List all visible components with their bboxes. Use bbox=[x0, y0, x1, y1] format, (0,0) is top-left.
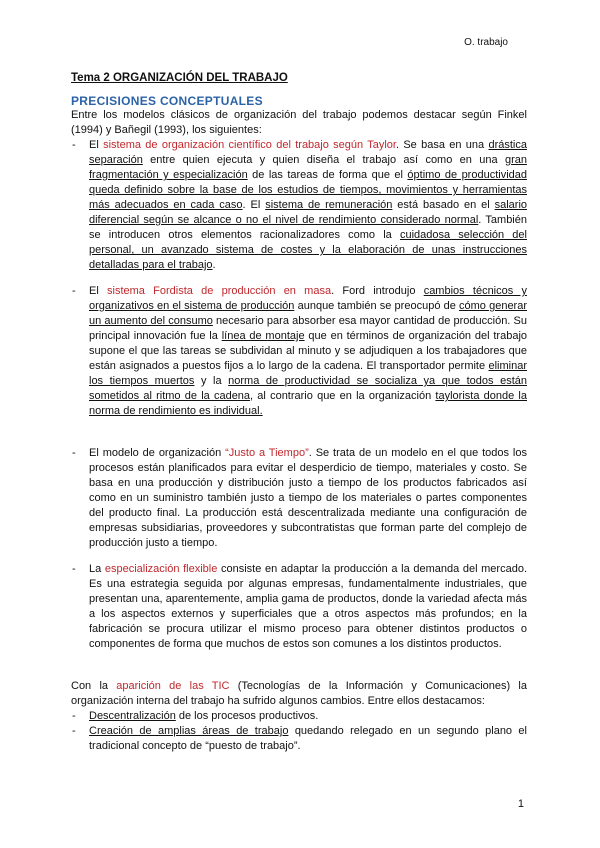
list-dash: - bbox=[72, 285, 76, 297]
intro-paragraph: Entre los modelos clásicos de organización del trabajo podemos destacar según Finkel (1994) y Bañegil (1993), los siguientes: bbox=[71, 109, 527, 136]
underlined-phrase: norma de productividad se socializa ya que todos están sometidos al ritmo de la cadena bbox=[89, 375, 527, 402]
text-run: (Tecnologías de la Información y Comunicaciones) la organización interna del trabajo ha sufrido algunos cambios. Entre ellos destacamos: bbox=[71, 680, 527, 707]
underlined-phrase: eliminar los tiempos muertos bbox=[89, 360, 527, 387]
text-run: aunque también se preocupó de bbox=[294, 300, 460, 312]
text-run: , al contrario que en la organización bbox=[250, 390, 436, 402]
underlined-phrase: gran fragmentación y especialización bbox=[89, 154, 527, 181]
text-run: La bbox=[89, 563, 105, 575]
tic-paragraph bbox=[71, 679, 527, 709]
list-item-text bbox=[89, 724, 527, 754]
underlined-phrase: Creación de amplias áreas de trabajo bbox=[89, 725, 289, 737]
text-run: Con la bbox=[71, 680, 117, 692]
underlined-phrase: cambios técnicos y organizativos en el sistema de producción bbox=[89, 285, 527, 312]
list-dash: - bbox=[72, 563, 76, 575]
list-item-text bbox=[89, 138, 527, 273]
underlined-phrase: drástica separación bbox=[89, 139, 527, 166]
text-run: de las tareas de forma que el bbox=[247, 169, 408, 181]
text-run: entre quien ejecuta y quien diseña el trabajo así como en una bbox=[142, 154, 505, 166]
text-run: El bbox=[89, 139, 104, 151]
list-dash: - bbox=[72, 447, 76, 459]
list-dash: - bbox=[72, 139, 76, 151]
text-run: . El bbox=[242, 199, 266, 211]
page-title: Tema 2 ORGANIZACIÓN DEL TRABAJO bbox=[71, 72, 288, 84]
highlighted-term: “Justo a Tiempo” bbox=[225, 447, 309, 459]
list-dash: - bbox=[72, 725, 76, 737]
text-run: El modelo de organización bbox=[89, 447, 226, 459]
change-item-decentralization bbox=[72, 709, 527, 724]
text-run: y la bbox=[194, 375, 229, 387]
highlighted-term: sistema Fordista de producción en masa bbox=[107, 285, 332, 297]
text-run: quedando relegado en un segundo plano el tradicional concepto de “puesto de trabajo”. bbox=[89, 725, 527, 752]
text-run: consiste en adaptar la producción a la demanda del mercado. Es una estrategia seguida por algunas empresas, fundamentalmente industriales, que presentan una, aparentemente, amplia gama de productos, donde la variedad afecta más a los aspectos externos y superficiales que a otros aspectos más profundos; en la fabricación se procura utilizar el mismo proceso para obtener distintos productos o componentes de forma que muchos de estos son comunes a los distintos productos. bbox=[89, 563, 528, 650]
text-run: está basado en el bbox=[392, 199, 495, 211]
highlighted-term: especialización flexible bbox=[104, 563, 218, 575]
list-item-text bbox=[89, 284, 527, 419]
header-label: O. trabajo bbox=[464, 37, 508, 48]
underlined-phrase: sistema de remuneración bbox=[265, 199, 393, 211]
highlighted-term: aparición de las TIC bbox=[116, 680, 230, 692]
text-run: . También se introducen otros elementos racionalizadores como la bbox=[89, 214, 527, 241]
list-dash: - bbox=[72, 710, 76, 722]
list-item-taylor bbox=[72, 138, 528, 273]
list-item-ford bbox=[72, 284, 528, 419]
highlighted-term: sistema de organización científico del trabajo según Taylor bbox=[103, 139, 396, 151]
list-item-flexible bbox=[72, 562, 528, 652]
underlined-phrase: Descentralización bbox=[89, 710, 176, 722]
text-run: El bbox=[89, 285, 108, 297]
underlined-phrase: cómo generar un aumento del consumo bbox=[89, 300, 527, 327]
underlined-phrase: óptimo de productividad queda definido sobre la base de los estudios de tiempos, movimientos y herramientas más adecuados en cada caso bbox=[89, 169, 527, 211]
underlined-phrase: taylorista donde la norma de rendimiento es individual. bbox=[89, 390, 527, 417]
list-item-text bbox=[89, 562, 527, 652]
section-subtitle: PRECISIONES CONCEPTUALES bbox=[71, 94, 263, 108]
text-run: necesario para absorber esa mayor cantidad de producción. Su principal innovación fue la bbox=[89, 315, 527, 342]
underlined-phrase: salario diferencial según se alcance o no el nivel de rendimiento considerado normal bbox=[89, 199, 528, 226]
text-run: . bbox=[212, 259, 216, 271]
text-run: . Se trata de un modelo en el que todos los procesos están planificados para evitar el desperdicio de tiempo, materiales y costo. Se basa en una producción y distribución justo a tiempo de los productos fabricados así como en un suministro también justo a tiempo de los materiales o partes componentes del producto final. La producción está descentralizada mediante una configuración de empresas subsidiarias, proveedores y subcontratistas que forman parte del complejo de producción justo a tiempo. bbox=[89, 447, 527, 549]
text-run: . Se basa en una bbox=[395, 139, 489, 151]
page-number: 1 bbox=[517, 798, 524, 810]
text-run: . Ford introdujo bbox=[331, 285, 424, 297]
underlined-phrase: línea de montaje bbox=[221, 330, 305, 342]
change-item-work-areas bbox=[72, 724, 527, 754]
list-item-text bbox=[89, 446, 527, 551]
underlined-phrase: cuidadosa selección del personal, un avanzado sistema de costes y la elaboración de unas instrucciones detalladas para el trabajo bbox=[89, 229, 527, 271]
list-item-jit bbox=[72, 446, 527, 551]
list-item-text bbox=[89, 709, 527, 724]
text-run: de los procesos productivos. bbox=[175, 710, 319, 722]
text-run: que en términos de organización del trabajo supone el que las tareas se subdividan al minuto y se adjudiquen a los trabajadores que están asignados a puestos fijos a lo largo de la cadena. El transportador permite bbox=[89, 330, 528, 372]
